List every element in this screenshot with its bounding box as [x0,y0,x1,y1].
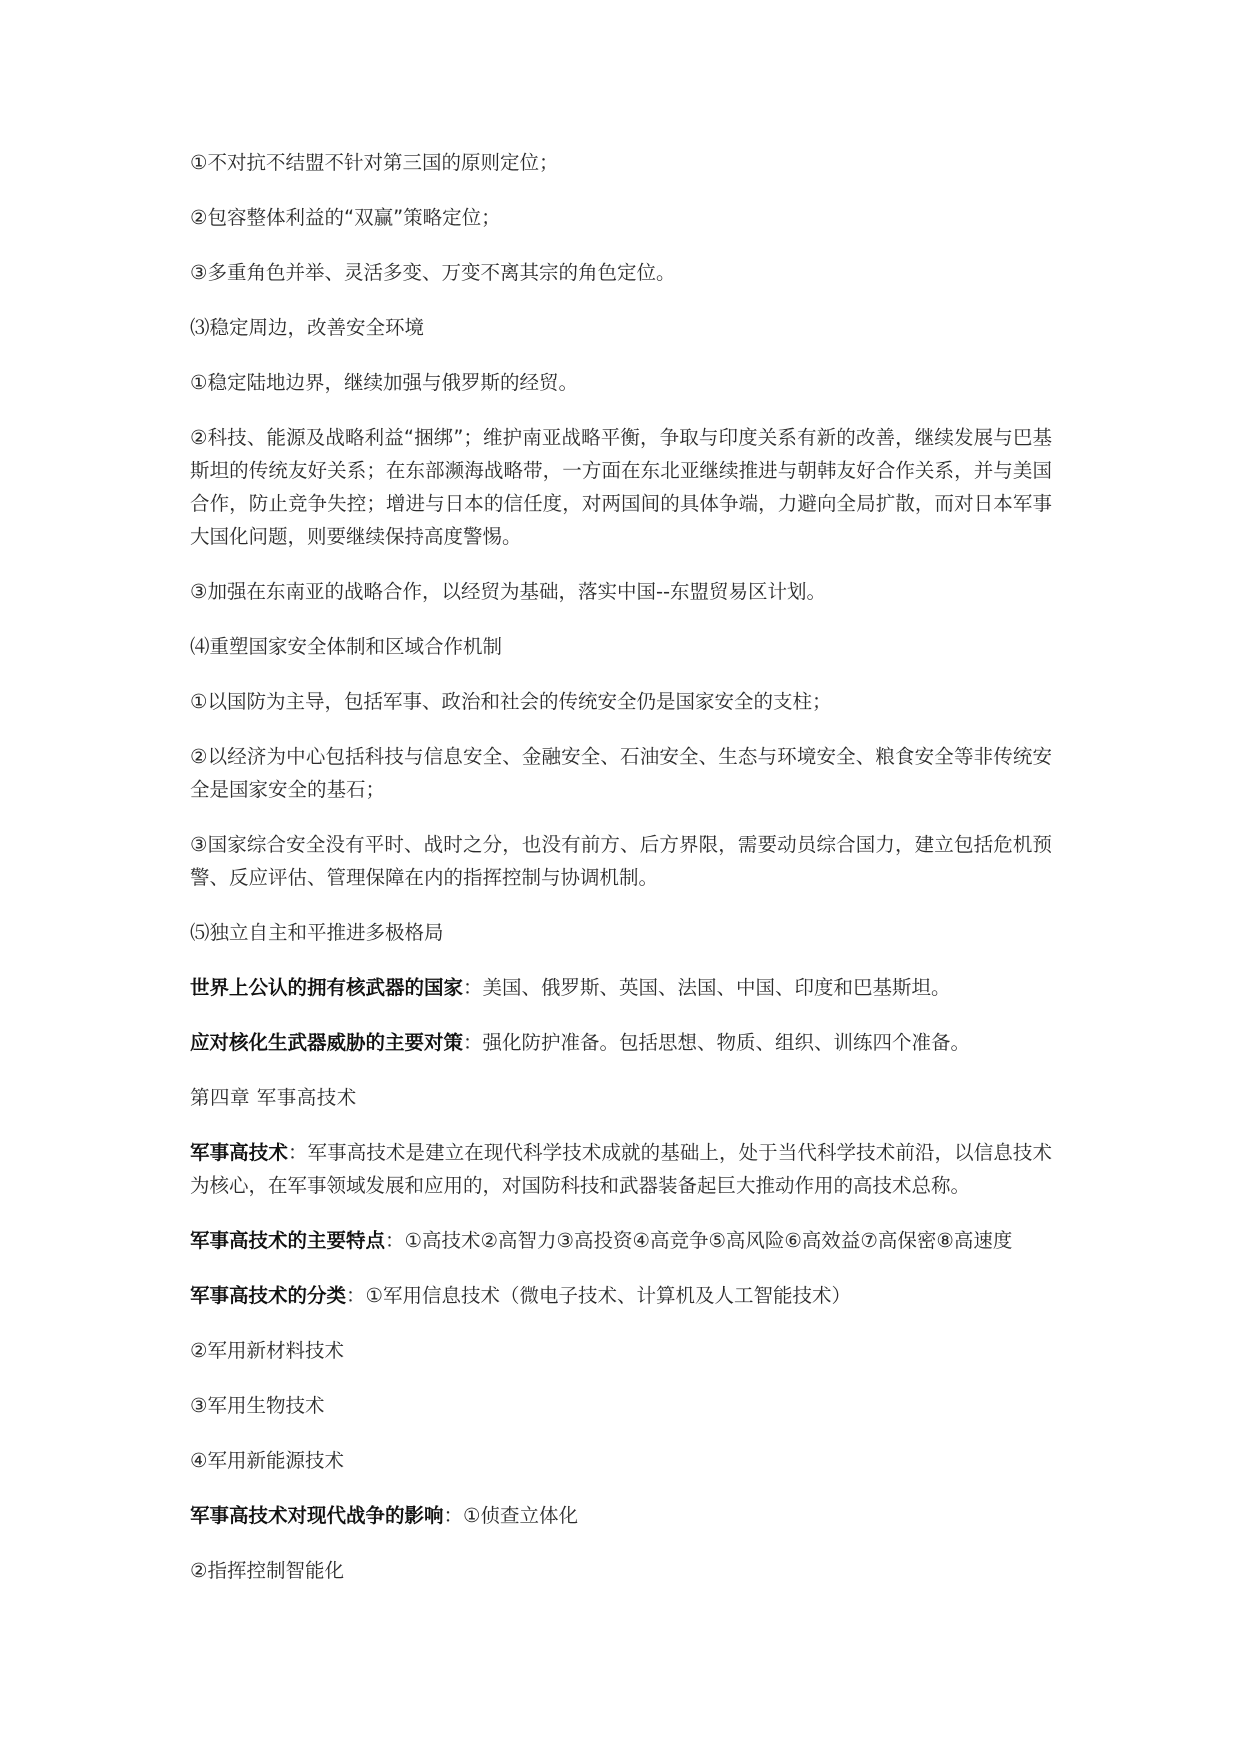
paragraph-1 [190,146,1052,179]
classification-paragraph [190,1279,1052,1312]
paragraph-lead: 军事高技术的分类 [190,1284,347,1307]
paragraph-text: ①稳定陆地边界，继续加强与俄罗斯的经贸。 [190,371,578,394]
chapter-title [190,1081,1052,1114]
paragraph-text: ①不对抗不结盟不针对第三国的原则定位； [190,151,559,174]
nuclear-states-paragraph [190,971,1052,1004]
paragraph-text: ：强化防护准备。包括思想、物质、组织、训练四个准备。 [463,1031,971,1054]
paragraph-text: ②包容整体利益的“双赢”策略定位； [190,206,501,229]
chapter-title-text: 第四章 军事高技术 [190,1086,357,1109]
paragraph-7 [190,575,1052,608]
paragraph-5 [190,366,1052,399]
section-heading-3 [190,311,1052,344]
paragraph-lead: 军事高技术的主要特点 [190,1229,386,1252]
paragraph-text: ③多重角色并举、灵活多变、万变不离其宗的角色定位。 [190,261,676,284]
paragraph-text: ②军用新材料技术 [190,1339,344,1362]
paragraph-text: ②科技、能源及战略利益“捆绑”；维护南亚战略平衡，争取与印度关系有新的改善，继续发展与巴基斯坦的传统友好关系；在东部濒海战略带，一方面在东北亚继续推进与朝韩友好合作关系，并与美国合作，防止竞争失控；增进与日本的信任度，对两国间的具体争端，力避向全局扩散，而对日本军事大国化问题，则要继续保持高度警惕。 [190,426,1052,548]
paragraph-text: ：①高技术②高智力③高投资④高竞争⑤高风险⑥高效益⑦高保密⑧高速度 [385,1229,1013,1252]
paragraph-text: ①以国防为主导，包括军事、政治和社会的传统安全仍是国家安全的支柱； [190,690,832,713]
paragraph-21 [190,1444,1052,1477]
paragraph-text: ②指挥控制智能化 [190,1559,344,1582]
paragraph-9 [190,685,1052,718]
heading-text: ⑷重塑国家安全体制和区域合作机制 [190,635,503,658]
paragraph-23 [190,1554,1052,1587]
features-paragraph [190,1224,1052,1257]
paragraph-text: ：美国、俄罗斯、英国、法国、中国、印度和巴基斯坦。 [463,976,951,999]
paragraph-11 [190,828,1052,894]
document-page [190,146,1052,1609]
countermeasures-paragraph [190,1026,1052,1059]
paragraph-10 [190,740,1052,806]
paragraph-lead: 军事高技术 [190,1141,288,1164]
definition-paragraph [190,1136,1052,1202]
heading-text: ⑸独立自主和平推进多极格局 [190,921,444,944]
paragraph-lead: 应对核化生武器威胁的主要对策 [190,1031,464,1054]
heading-text: ⑶稳定周边，改善安全环境 [190,316,425,339]
paragraph-2 [190,201,1052,234]
paragraph-lead: 军事高技术对现代战争的影响 [190,1504,444,1527]
section-heading-4 [190,630,1052,663]
paragraph-text: ③加强在东南亚的战略合作，以经贸为基础，落实中国--东盟贸易区计划。 [190,580,827,603]
paragraph-19 [190,1334,1052,1367]
paragraph-lead: 世界上公认的拥有核武器的国家 [190,976,464,999]
impact-paragraph [190,1499,1052,1532]
paragraph-text: ②以经济为中心包括科技与信息安全、金融安全、石油安全、生态与环境安全、粮食安全等非传统安全是国家安全的基石； [190,745,1052,801]
section-heading-5 [190,916,1052,949]
paragraph-text: ：①军用信息技术（微电子技术、计算机及人工智能技术） [346,1284,851,1307]
paragraph-text: ③军用生物技术 [190,1394,325,1417]
paragraph-text: ：军事高技术是建立在现代科学技术成就的基础上，处于当代科学技术前沿，以信息技术为核心，在军事领域发展和应用的，对国防科技和武器装备起巨大推动作用的高技术总称。 [190,1141,1052,1197]
paragraph-20 [190,1389,1052,1422]
paragraph-text: ：①侦查立体化 [443,1504,578,1527]
paragraph-text: ④军用新能源技术 [190,1449,344,1472]
paragraph-text: ③国家综合安全没有平时、战时之分，也没有前方、后方界限，需要动员综合国力，建立包括危机预警、反应评估、管理保障在内的指挥控制与协调机制。 [190,833,1052,889]
paragraph-3 [190,256,1052,289]
paragraph-6 [190,421,1052,553]
